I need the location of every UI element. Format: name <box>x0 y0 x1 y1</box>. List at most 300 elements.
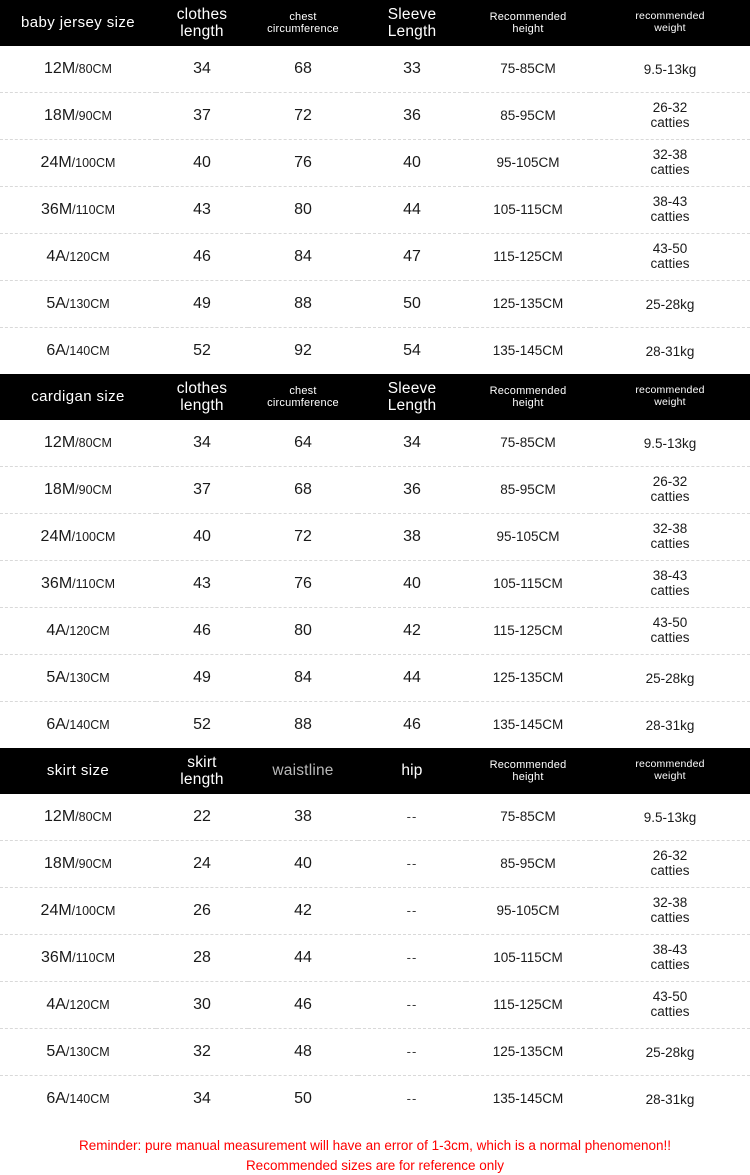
value: 85-95CM <box>500 482 556 497</box>
value: -- <box>406 809 418 824</box>
weight-line: catties <box>650 863 690 879</box>
cell-length <box>156 187 248 234</box>
cell-size <box>0 982 156 1029</box>
value: 52 <box>193 342 211 359</box>
weight-line: 43-50 <box>652 240 688 256</box>
cell-recommended-weight <box>590 187 750 234</box>
cell-size <box>0 1029 156 1076</box>
cell-sleeve-or-hip <box>358 514 466 561</box>
column-header-line: skirt size <box>46 761 110 779</box>
value: 34 <box>193 434 211 451</box>
value: 54 <box>403 342 421 359</box>
size-cm: /100CM <box>71 904 116 918</box>
table-row <box>0 467 750 514</box>
cell-size <box>0 888 156 935</box>
value: 50 <box>294 1090 312 1107</box>
cell-length <box>156 1076 248 1123</box>
value: -- <box>406 1091 418 1106</box>
column-header <box>590 374 750 420</box>
cell-sleeve-or-hip <box>358 982 466 1029</box>
size-cm: /110CM <box>72 577 115 591</box>
column-header-line: circumference <box>267 23 339 35</box>
cell-chest-or-waist <box>248 140 358 187</box>
column-header <box>0 0 156 46</box>
value: 28 <box>193 949 211 966</box>
cell-size <box>0 561 156 608</box>
size-table-skirt <box>0 748 750 1122</box>
column-header-line: height <box>512 771 544 783</box>
column-header <box>590 748 750 794</box>
column-header-line: Length <box>387 23 437 40</box>
value: 115-125CM <box>493 997 563 1012</box>
value: 44 <box>403 201 421 218</box>
cell-chest-or-waist <box>248 187 358 234</box>
cell-sleeve-or-hip <box>358 140 466 187</box>
size-cm: /110CM <box>72 951 115 965</box>
value: 105-115CM <box>493 202 563 217</box>
weight-value <box>650 194 689 225</box>
value: 105-115CM <box>493 576 563 591</box>
column-header-line: waistline <box>272 762 334 780</box>
cell-recommended-weight <box>590 467 750 514</box>
table-header-row <box>0 0 750 46</box>
size-cm: /80CM <box>75 62 112 76</box>
weight-line: 9.5-13kg <box>643 435 697 451</box>
table-row <box>0 655 750 702</box>
weight-line: 9.5-13kg <box>643 61 697 77</box>
value: 24 <box>193 855 211 872</box>
value: 125-135CM <box>492 670 564 685</box>
size-cm: /140CM <box>65 1092 110 1106</box>
weight-line: catties <box>650 489 690 505</box>
column-header <box>358 374 466 420</box>
cell-recommended-weight <box>590 841 750 888</box>
column-header-line: height <box>512 397 544 409</box>
cell-chest-or-waist <box>248 467 358 514</box>
weight-line: 32-38 <box>652 520 688 536</box>
size-cm: /120CM <box>65 250 110 264</box>
weight-value <box>650 474 689 505</box>
size-cm: /100CM <box>71 530 116 544</box>
weight-value <box>650 100 689 131</box>
weight-line: 28-31kg <box>645 1091 695 1107</box>
cell-chest-or-waist <box>248 982 358 1029</box>
size-age: 36M <box>41 575 73 592</box>
cell-sleeve-or-hip <box>358 420 466 467</box>
cell-sleeve-or-hip <box>358 608 466 655</box>
value: 44 <box>294 949 312 966</box>
table-row <box>0 1076 750 1123</box>
value: 46 <box>193 248 211 265</box>
weight-line: catties <box>650 583 690 599</box>
weight-line: 43-50 <box>652 988 688 1004</box>
weight-line: catties <box>650 536 690 552</box>
cell-size <box>0 841 156 888</box>
weight-value <box>650 989 689 1020</box>
cell-chest-or-waist <box>248 328 358 375</box>
cell-recommended-weight <box>590 888 750 935</box>
value: 75-85CM <box>500 809 556 824</box>
cell-recommended-height <box>466 702 590 749</box>
cell-recommended-weight <box>590 982 750 1029</box>
weight-line: 28-31kg <box>645 717 695 733</box>
table-row <box>0 841 750 888</box>
weight-line: catties <box>650 209 690 225</box>
size-age: 6A <box>46 342 66 359</box>
column-header-line: skirt <box>187 753 217 771</box>
cell-size <box>0 935 156 982</box>
column-header <box>156 748 248 794</box>
value: 36 <box>403 107 421 124</box>
weight-line: 32-38 <box>652 146 688 162</box>
column-header <box>248 374 358 420</box>
weight-value <box>590 671 750 686</box>
weight-line: 38-43 <box>652 567 688 583</box>
value: 26 <box>193 902 211 919</box>
cell-recommended-height <box>466 655 590 702</box>
size-cm: /130CM <box>65 1045 110 1059</box>
column-header <box>358 748 466 794</box>
cell-recommended-weight <box>590 234 750 281</box>
column-header <box>248 748 358 794</box>
cell-chest-or-waist <box>248 1029 358 1076</box>
weight-value <box>590 1092 750 1107</box>
cell-recommended-weight <box>590 1076 750 1123</box>
size-age: 36M <box>41 201 73 218</box>
cell-length <box>156 93 248 140</box>
value: 105-115CM <box>493 950 563 965</box>
column-header-line: recommended <box>635 384 705 397</box>
value: 49 <box>193 669 211 686</box>
table-row <box>0 794 750 841</box>
weight-value <box>650 521 689 552</box>
cell-recommended-weight <box>590 1029 750 1076</box>
cell-chest-or-waist <box>248 841 358 888</box>
table-row <box>0 608 750 655</box>
table-row <box>0 187 750 234</box>
value: 135-145CM <box>492 717 564 732</box>
cell-chest-or-waist <box>248 702 358 749</box>
size-age: 18M <box>44 855 76 872</box>
value: 37 <box>193 107 211 124</box>
size-age: 18M <box>44 481 76 498</box>
value: 50 <box>403 295 421 312</box>
value: 43 <box>193 201 211 218</box>
column-header-line: recommended <box>635 758 705 771</box>
size-cm: /90CM <box>75 483 112 497</box>
weight-value <box>650 895 689 926</box>
size-cm: /110CM <box>72 203 115 217</box>
size-cm: /130CM <box>65 297 110 311</box>
cell-recommended-weight <box>590 608 750 655</box>
cell-recommended-height <box>466 328 590 375</box>
value: -- <box>406 1044 418 1059</box>
cell-sleeve-or-hip <box>358 467 466 514</box>
value: -- <box>406 997 418 1012</box>
column-header-line: Recommended <box>489 10 567 23</box>
size-age: 6A <box>46 716 66 733</box>
size-cm: /120CM <box>65 998 110 1012</box>
weight-line: 26-32 <box>652 847 688 863</box>
value: 46 <box>294 996 312 1013</box>
cell-recommended-weight <box>590 328 750 375</box>
cell-sleeve-or-hip <box>358 841 466 888</box>
cell-recommended-height <box>466 1076 590 1123</box>
weight-line: catties <box>650 957 690 973</box>
value: 52 <box>193 716 211 733</box>
value: 84 <box>294 669 312 686</box>
column-header <box>0 748 156 794</box>
column-header-line: recommended <box>635 10 705 23</box>
column-header <box>248 0 358 46</box>
cell-chest-or-waist <box>248 655 358 702</box>
cell-sleeve-or-hip <box>358 655 466 702</box>
cell-sleeve-or-hip <box>358 281 466 328</box>
cell-sleeve-or-hip <box>358 561 466 608</box>
value: 34 <box>193 1090 211 1107</box>
table-row <box>0 888 750 935</box>
cell-recommended-weight <box>590 514 750 561</box>
size-age: 12M <box>44 60 76 77</box>
size-age: 24M <box>40 528 72 545</box>
value: 40 <box>403 154 421 171</box>
weight-line: 28-31kg <box>645 343 695 359</box>
column-header-line: Recommended <box>489 384 567 397</box>
cell-recommended-height <box>466 234 590 281</box>
cell-recommended-height <box>466 935 590 982</box>
value: 44 <box>403 669 421 686</box>
table-row <box>0 140 750 187</box>
cell-length <box>156 702 248 749</box>
footer-note: Reminder: pure manual measurement will have an error of 1-3cm, which is a normal phenomenon!! Recommended sizes are for reference only <box>78 1138 672 1173</box>
cell-length <box>156 888 248 935</box>
cell-size <box>0 794 156 841</box>
value: 95-105CM <box>496 155 560 170</box>
cell-length <box>156 234 248 281</box>
value: 48 <box>294 1043 312 1060</box>
table-row <box>0 234 750 281</box>
weight-line: 9.5-13kg <box>643 809 697 825</box>
column-header-line: cardigan size <box>31 387 125 405</box>
weight-line: 25-28kg <box>645 296 695 312</box>
value: 75-85CM <box>500 435 556 450</box>
column-header <box>466 748 590 794</box>
table-row <box>0 1029 750 1076</box>
cell-recommended-height <box>466 561 590 608</box>
cell-recommended-height <box>466 93 590 140</box>
value: 68 <box>294 481 312 498</box>
cell-length <box>156 608 248 655</box>
column-header <box>466 0 590 46</box>
cell-length <box>156 514 248 561</box>
cell-length <box>156 794 248 841</box>
cell-length <box>156 1029 248 1076</box>
column-header <box>156 374 248 420</box>
value: 33 <box>403 60 421 77</box>
table-row <box>0 420 750 467</box>
value: 92 <box>294 342 312 359</box>
cell-size <box>0 328 156 375</box>
weight-line: catties <box>650 910 690 926</box>
value: 30 <box>193 996 211 1013</box>
weight-value <box>590 718 750 733</box>
value: 76 <box>294 575 312 592</box>
cell-size <box>0 702 156 749</box>
weight-value <box>650 615 689 646</box>
cell-size <box>0 234 156 281</box>
cell-length <box>156 46 248 93</box>
cell-sleeve-or-hip <box>358 1076 466 1123</box>
cell-recommended-height <box>466 608 590 655</box>
cell-recommended-weight <box>590 46 750 93</box>
size-age: 12M <box>44 808 76 825</box>
cell-size <box>0 187 156 234</box>
weight-line: 26-32 <box>652 473 688 489</box>
column-header-line: height <box>512 23 544 35</box>
value: 85-95CM <box>500 108 556 123</box>
cell-recommended-height <box>466 888 590 935</box>
cell-recommended-height <box>466 794 590 841</box>
column-header-line: baby jersey size <box>21 13 135 31</box>
cell-recommended-weight <box>590 420 750 467</box>
cell-size <box>0 1076 156 1123</box>
cell-sleeve-or-hip <box>358 888 466 935</box>
table-header-row <box>0 748 750 794</box>
column-header-line: weight <box>654 22 686 34</box>
cell-chest-or-waist <box>248 420 358 467</box>
value: 64 <box>294 434 312 451</box>
column-header-line: Sleeve <box>387 379 437 397</box>
column-header <box>358 0 466 46</box>
table-row <box>0 702 750 749</box>
cell-recommended-weight <box>590 93 750 140</box>
value: 125-135CM <box>492 296 564 311</box>
value: -- <box>406 903 418 918</box>
table-header-row <box>0 374 750 420</box>
value: -- <box>406 950 418 965</box>
cell-recommended-height <box>466 420 590 467</box>
cell-recommended-weight <box>590 702 750 749</box>
table-row <box>0 935 750 982</box>
cell-chest-or-waist <box>248 514 358 561</box>
cell-length <box>156 655 248 702</box>
cell-sleeve-or-hip <box>358 46 466 93</box>
cell-size <box>0 655 156 702</box>
size-age: 4A <box>46 248 66 265</box>
weight-line: 25-28kg <box>645 670 695 686</box>
table-row <box>0 561 750 608</box>
cell-sleeve-or-hip <box>358 328 466 375</box>
cell-recommended-height <box>466 1029 590 1076</box>
value: 49 <box>193 295 211 312</box>
cell-sleeve-or-hip <box>358 794 466 841</box>
size-age: 12M <box>44 434 76 451</box>
cell-length <box>156 982 248 1029</box>
cell-chest-or-waist <box>248 1076 358 1123</box>
cell-sleeve-or-hip <box>358 1029 466 1076</box>
cell-recommended-weight <box>590 281 750 328</box>
cell-length <box>156 281 248 328</box>
cell-length <box>156 841 248 888</box>
cell-sleeve-or-hip <box>358 702 466 749</box>
cell-recommended-weight <box>590 561 750 608</box>
cell-sleeve-or-hip <box>358 935 466 982</box>
size-cm: /90CM <box>75 109 112 123</box>
column-header-line: length <box>180 771 224 788</box>
weight-line: 43-50 <box>652 614 688 630</box>
table-row <box>0 982 750 1029</box>
weight-line: 25-28kg <box>645 1044 695 1060</box>
weight-value <box>590 297 750 312</box>
size-cm: /120CM <box>65 624 110 638</box>
value: 68 <box>294 60 312 77</box>
cell-size <box>0 467 156 514</box>
weight-line: 26-32 <box>652 99 688 115</box>
column-header <box>466 374 590 420</box>
value: 42 <box>403 622 421 639</box>
value: 40 <box>193 154 211 171</box>
value: 95-105CM <box>496 903 560 918</box>
cell-recommended-height <box>466 140 590 187</box>
value: 36 <box>403 481 421 498</box>
weight-line: catties <box>650 256 690 272</box>
value: 40 <box>294 855 312 872</box>
value: 46 <box>403 716 421 733</box>
size-table-baby-jersey <box>0 0 750 374</box>
column-header <box>590 0 750 46</box>
cell-length <box>156 561 248 608</box>
table-row <box>0 281 750 328</box>
weight-line: 38-43 <box>652 941 688 957</box>
value: 34 <box>193 60 211 77</box>
weight-value <box>650 848 689 879</box>
cell-size <box>0 46 156 93</box>
value: 40 <box>193 528 211 545</box>
cell-chest-or-waist <box>248 93 358 140</box>
value: 95-105CM <box>496 529 560 544</box>
value: 72 <box>294 528 312 545</box>
column-header-line: Sleeve <box>387 5 437 23</box>
cell-length <box>156 467 248 514</box>
size-cm: /130CM <box>65 671 110 685</box>
cell-length <box>156 420 248 467</box>
weight-line: catties <box>650 1004 690 1020</box>
weight-line: catties <box>650 162 690 178</box>
cell-recommended-height <box>466 281 590 328</box>
value: 43 <box>193 575 211 592</box>
value: 88 <box>294 295 312 312</box>
cell-recommended-weight <box>590 935 750 982</box>
weight-value <box>590 344 750 359</box>
cell-sleeve-or-hip <box>358 187 466 234</box>
size-table-cardigan <box>0 374 750 748</box>
cell-chest-or-waist <box>248 234 358 281</box>
weight-value <box>650 241 689 272</box>
value: 38 <box>294 808 312 825</box>
size-age: 5A <box>46 669 66 686</box>
value: 80 <box>294 622 312 639</box>
table-row <box>0 93 750 140</box>
cell-size <box>0 420 156 467</box>
size-age: 5A <box>46 1043 66 1060</box>
column-header-line: clothes <box>176 379 228 397</box>
cell-chest-or-waist <box>248 935 358 982</box>
value: 72 <box>294 107 312 124</box>
cell-size <box>0 140 156 187</box>
value: 115-125CM <box>493 249 563 264</box>
size-cm: /100CM <box>71 156 116 170</box>
cell-size <box>0 608 156 655</box>
